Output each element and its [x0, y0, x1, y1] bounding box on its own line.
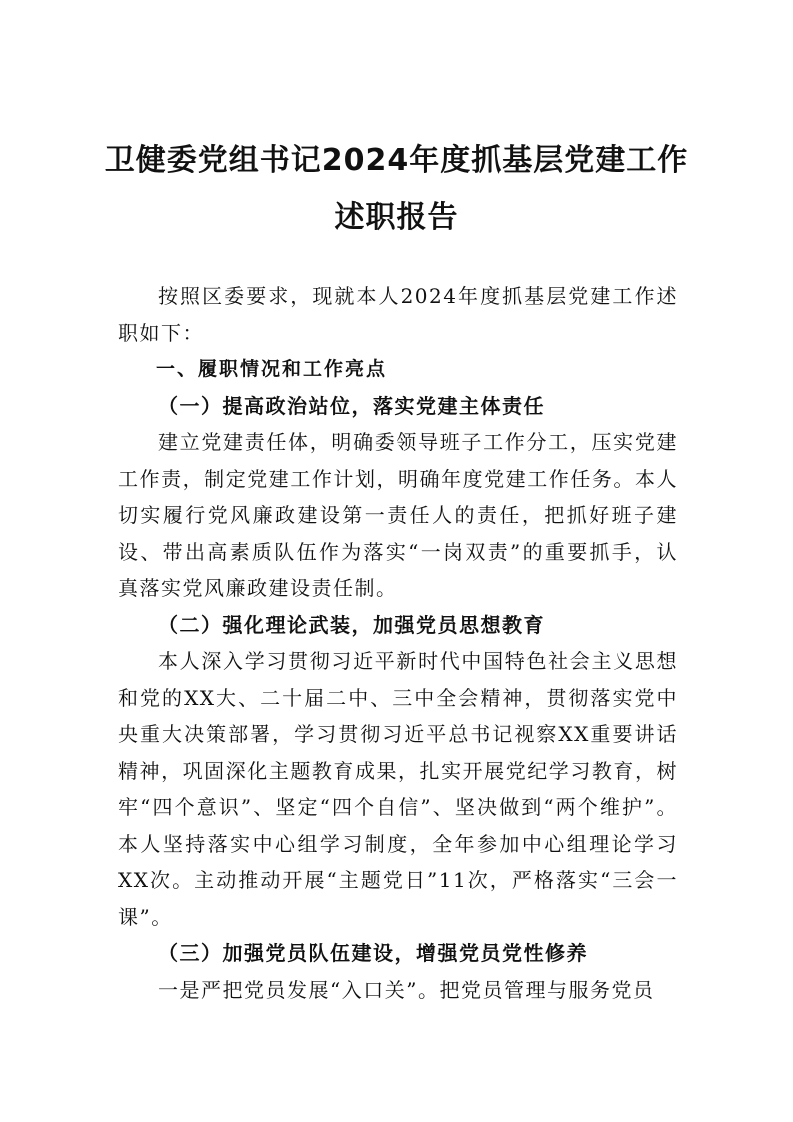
subsection-paragraph-3: 一是严把党员发展“入口关”。把党员管理与服务党员 [158, 977, 655, 1002]
subsection-heading-2: （二）强化理论武装，加强党员思想教育 [158, 612, 545, 637]
subsection-heading-1: （一）提高政治站位，落实党建主体责任 [158, 393, 545, 418]
document-title-line-2: 述职报告 [334, 200, 459, 235]
intro-paragraph: 按照区委要求，现就本人2024年度抓基层党建工作述职如下： [118, 284, 678, 345]
subsection-heading-3: （三）加强党员队伍建设，增强党员党性修养 [158, 941, 588, 965]
document-body [118, 278, 678, 1008]
subsection-paragraph-1: 建立党建责任体，明确委领导班子工作分工，压实党建工作责，制定党建工作计划，明确年度党建工作任务。本人切实履行党风廉政建设第一责任人的责任，把抓好班子建设、带出高素质队伍作为落实“一岗双责”的重要抓手，认真落实党风廉政建设责任制。 [118, 430, 678, 600]
section-heading-1: 一、履职情况和工作亮点 [156, 358, 388, 380]
subsection-paragraph-2: 本人深入学习贯彻习近平新时代中国特色社会主义思想和党的XX大、二十届二中、三中全会精神，贯彻落实党中央重大决策部署，学习贯彻习近平总书记视察XX重要讲话精神，巩固深化主题教育成果，扎实开展党纪学习教育，树牢“四个意识”、坚定“四个自信”、坚决做到“两个维护”。本人坚持落实中心组学习制度，全年参加中心组理论学习XX次。主动推动开展“主题党日”11次，严格落实“三会一课”。 [118, 649, 678, 929]
document-title-line-1: 卫健委党组书记2024年度抓基层党建工作 [104, 143, 689, 178]
